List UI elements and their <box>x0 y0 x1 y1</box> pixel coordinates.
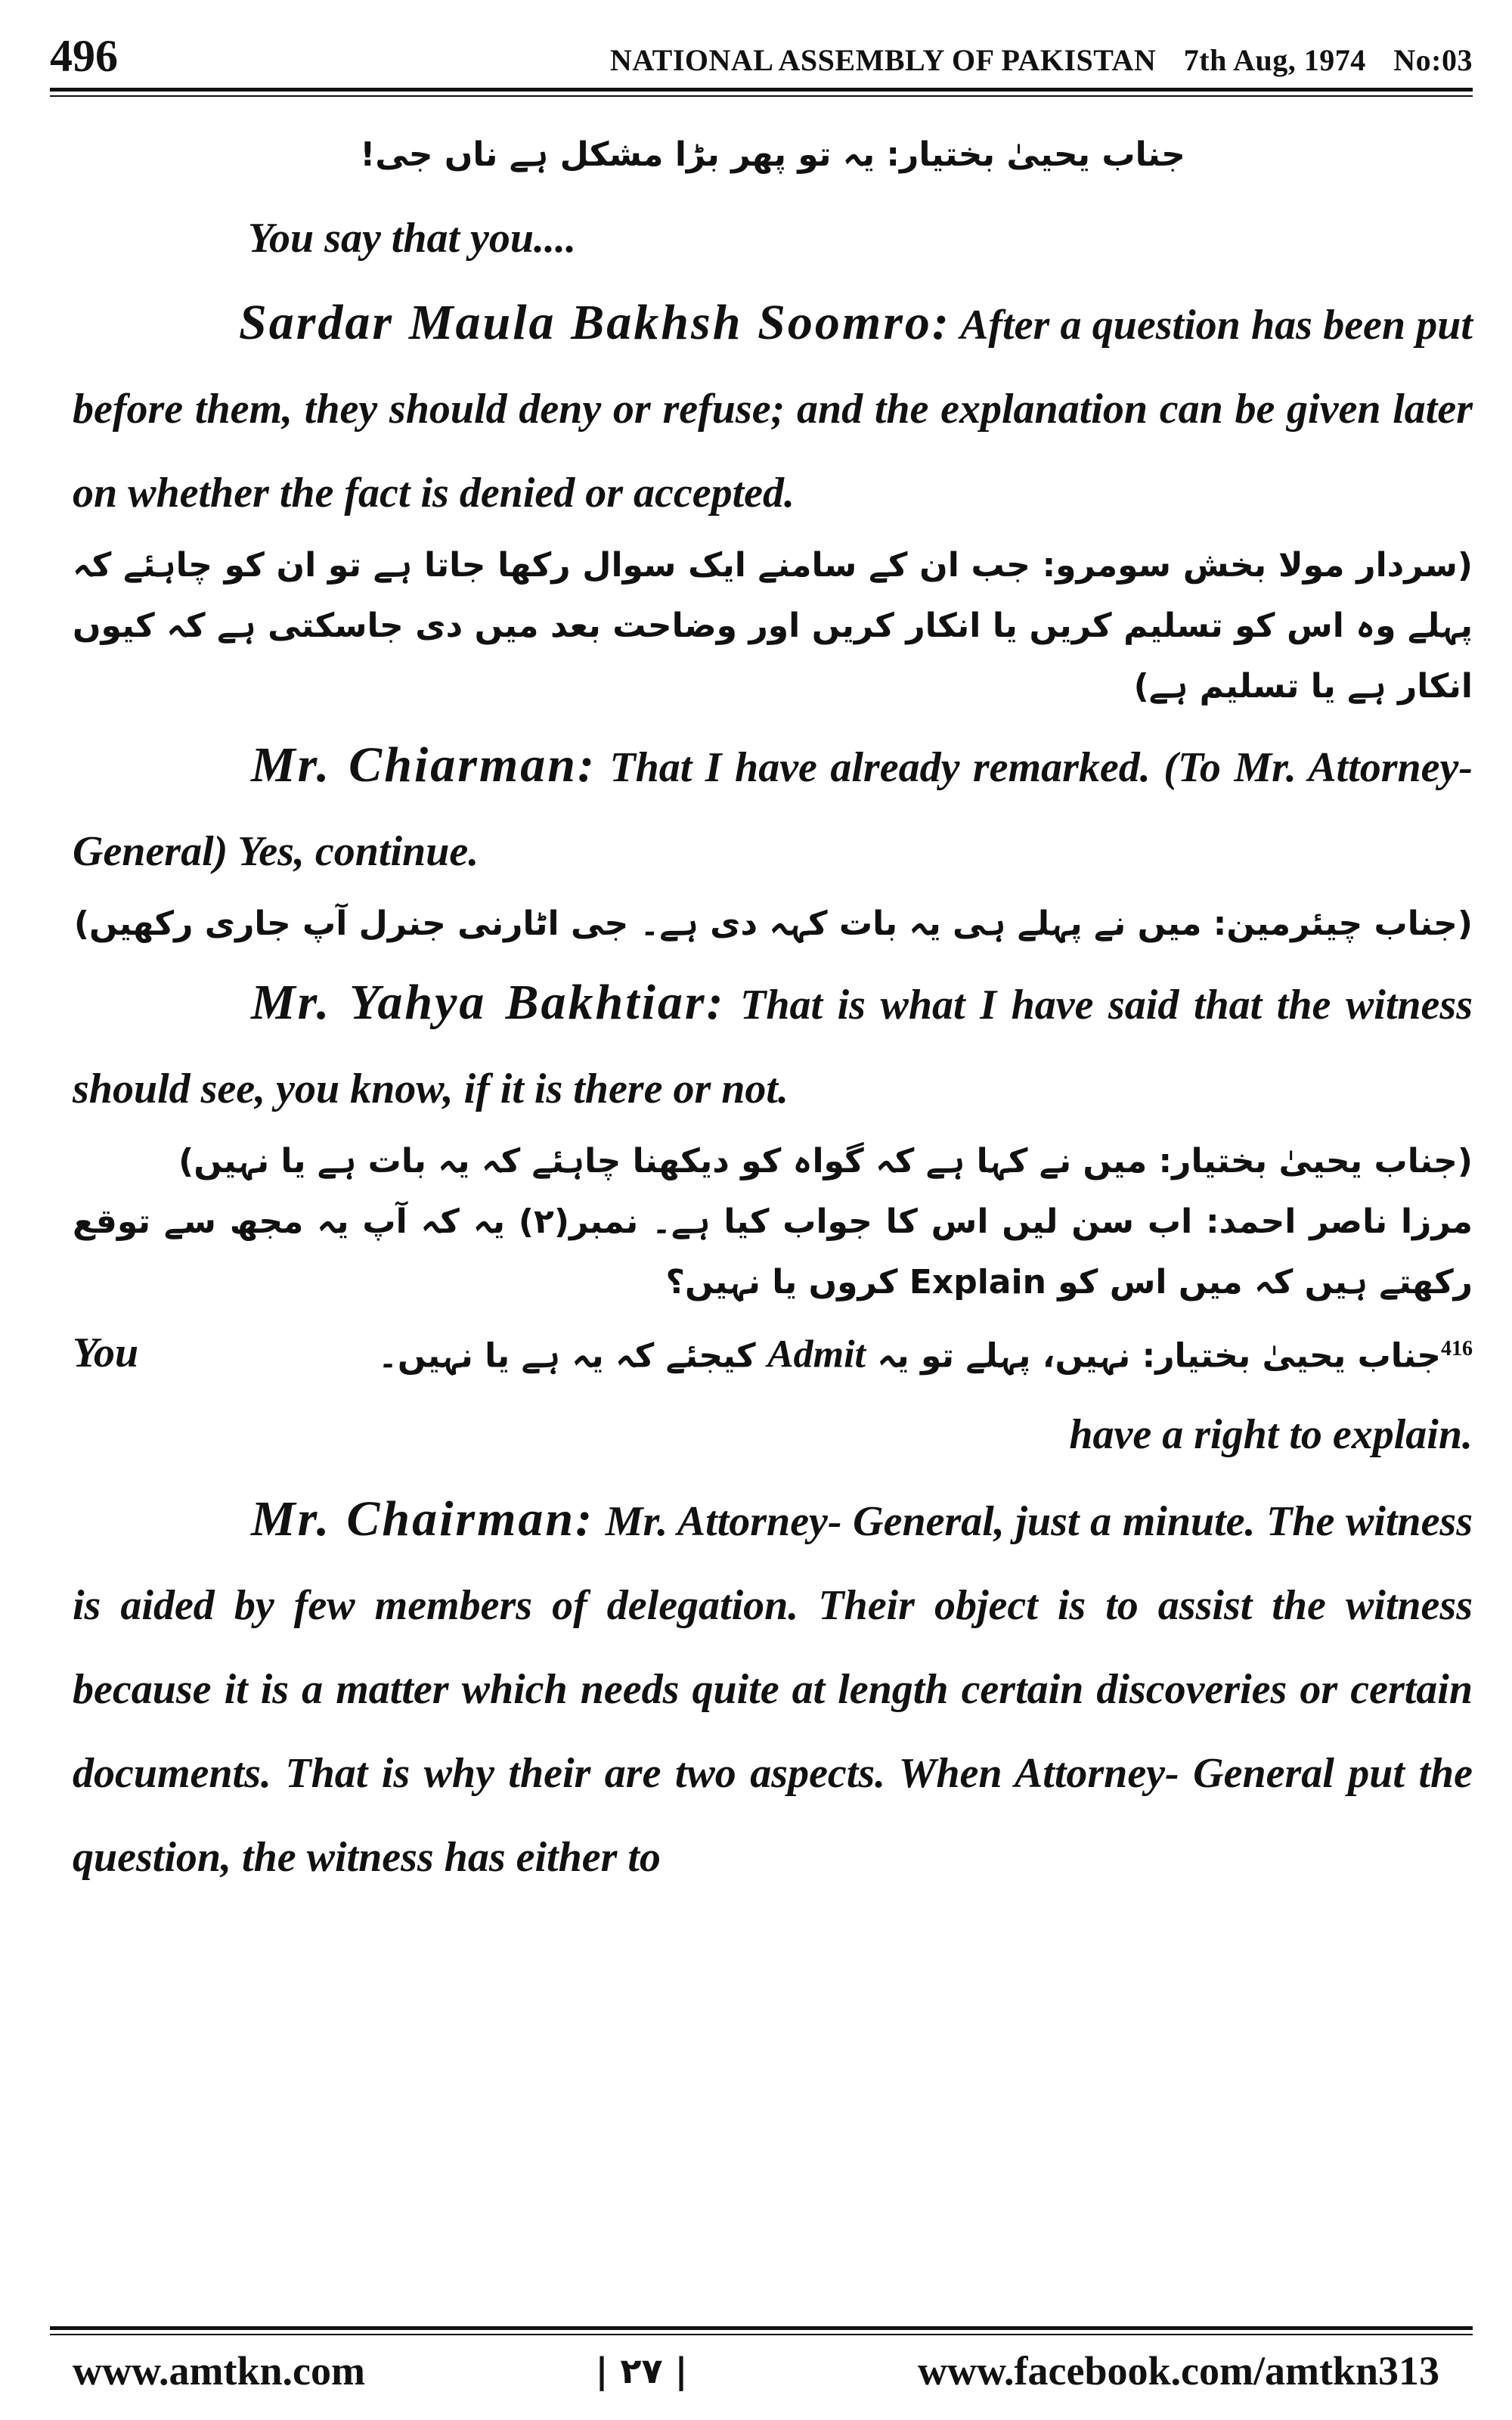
english-you: You <box>73 1329 139 1376</box>
urdu-mirza-nasir-ahmad: مرزا ناصر احمد: اب سن لیں اس کا جواب کیا ہے۔ نمبر(۲) یہ کہ آپ یہ مجھ سے توقع رکھتے ہیں کہ میں اس کو Explain کروں یا نہیں؟ <box>73 1202 1473 1302</box>
english-admit: Admit <box>767 1333 866 1376</box>
english-line-you-say: You say that you.... <box>248 215 577 262</box>
header-rule-thick <box>50 88 1473 92</box>
footer-website: www.amtkn.com <box>73 2348 365 2394</box>
paragraph-yahya-bakhtiar <box>73 960 1473 1131</box>
urdu-admit-b: کیجئے کہ یہ ہے یا نہیں۔ <box>378 1336 756 1376</box>
footer <box>73 2347 1439 2394</box>
footer-rule-thick <box>50 2326 1473 2330</box>
paragraph-chairman-2 <box>73 1477 1473 1900</box>
chairman-text-2: Mr. Attorney- General, just a minute. The witness is aided by few members of delegation. Their object is to assist the witness because it is a matter which needs quite at length certain discoveries or certain documents. That is why their are two aspects. When Attorney- General put the question, the witness has either to <box>73 1497 1473 1881</box>
urdu-translation-yahya: (جناب یحییٰ بختیار: میں نے کہا ہے کہ گواہ کو دیکھنا چاہئے کہ یہ بات ہے یا نہیں) <box>178 1142 1473 1181</box>
soomro-text: After a question has been put before them, they should deny or refuse; and the explanation can be given later on whether the fact is denied or accepted. <box>73 302 1473 517</box>
urdu-translation-soomro: (سردار مولا بخش سومرو: جب ان کے سامنے ایک سوال رکھا جاتا ہے تو ان کو چاہئے کہ پہلے وہ اس کو تسلیم کریں یا انکار کریں اور وضاحت بعد میں دی جاسکتی ہے کہ کیوں انکار ہے یا تسلیم ہے) <box>73 546 1473 706</box>
mixed-line-admit <box>73 1313 1473 1393</box>
chairman-text-1: That I have already remarked. (To Mr. Attorney- General) Yes, continue. <box>73 744 1473 875</box>
header-rule-thin <box>50 95 1473 97</box>
footer-urdu-page-number: | ۲۷ | <box>595 2350 688 2391</box>
publication-title: NATIONAL ASSEMBLY OF PAKISTAN <box>609 43 1157 77</box>
paragraph-chairman-1 <box>73 723 1473 894</box>
urdu-translation-chairman: (جناب چیئرمین: میں نے پہلے ہی یہ بات کہہ دی ہے۔ جی اٹارنی جنرل آپ جاری رکھیں) <box>73 904 1473 943</box>
footer-facebook: www.facebook.com/amtkn313 <box>918 2348 1439 2394</box>
speaker-soomro: Sardar Maula Bakhsh Soomro: <box>239 295 951 350</box>
page-number: 496 <box>50 31 118 81</box>
speaker-chairman: Mr. Chiarman: <box>251 737 596 793</box>
urdu-line-yahya-bakhtiar: جناب یحییٰ بختیار: یہ تو پھر بڑا مشکل ہے ناں جی! <box>360 135 1185 174</box>
urdu-admit-a: جناب یحییٰ بختیار: نہیں، پہلے تو یہ <box>877 1336 1441 1376</box>
paragraph-soomro <box>73 281 1473 535</box>
footer-rule-thin <box>50 2334 1473 2335</box>
speaker-chairman-2: Mr. Chairman: <box>251 1491 595 1547</box>
speaker-yahya-bakhtiar: Mr. Yahya Bakhtiar: <box>251 975 726 1030</box>
urdu-admit-line <box>378 1313 1473 1393</box>
issue-number: No:03 <box>1393 43 1473 77</box>
running-head <box>590 42 1473 78</box>
transcript-body <box>73 113 1473 1900</box>
english-continuation: have a right to explain. <box>1069 1410 1473 1458</box>
session-date: 7th Aug, 1974 <box>1183 43 1366 77</box>
footnote-marker: 416 <box>1441 1337 1473 1360</box>
yahya-bakhtiar-text: That is what I have said that the witness should see, you know, if it is there or not. <box>73 982 1473 1112</box>
